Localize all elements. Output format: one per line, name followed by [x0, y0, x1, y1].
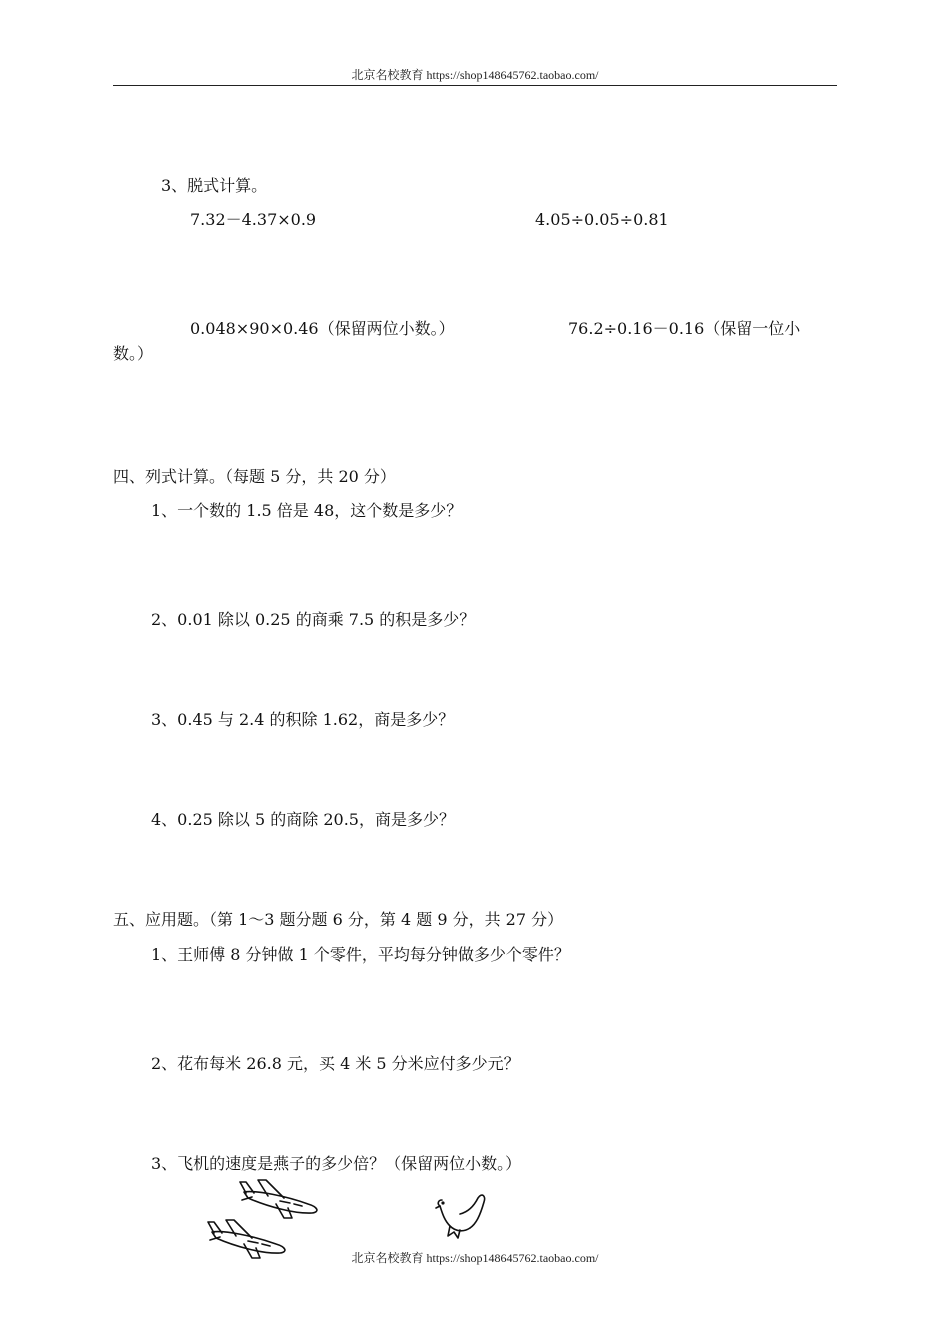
section4-question-2: 2、0.01 除以 0.25 的商乘 7.5 的积是多少？: [151, 610, 476, 629]
airplane-icon: [236, 1176, 322, 1220]
section5-question-2: 2、花布每米 26.8 元，买 4 米 5 分米应付多少元？: [151, 1054, 520, 1073]
page-header: 北京名校教育 https://shop148645762.taobao.com/: [351, 68, 599, 82]
section5-question-1: 1、王师傅 8 分钟做 1 个零件，平均每分钟做多少个零件？: [151, 945, 570, 964]
section4-question-1: 1、一个数的 1.5 倍是 48，这个数是多少？: [151, 501, 463, 520]
section3-title: 3、脱式计算。: [161, 176, 268, 195]
section4-title: 四、列式计算。（每题 5 分，共 20 分）: [113, 467, 396, 486]
header-rule: [113, 85, 837, 86]
expression-4-line2: 数。）: [113, 344, 154, 363]
expression-2: 4.05÷0.05÷0.81: [535, 210, 669, 229]
section4-question-3: 3、0.45 与 2.4 的积除 1.62，商是多少？: [151, 710, 455, 729]
section4-question-4: 4、0.25 除以 5 的商除 20.5，商是多少？: [151, 810, 455, 829]
page-footer: 北京名校教育 https://shop148645762.taobao.com/: [351, 1251, 599, 1265]
swallow-icon: [434, 1188, 492, 1244]
expression-3: 0.048×90×0.46（保留两位小数。）: [190, 319, 455, 338]
section5-question-3: 3、飞机的速度是燕子的多少倍？（保留两位小数。）: [151, 1154, 522, 1173]
section5-title: 五、应用题。（第 1～3 题分题 6 分，第 4 题 9 分，共 27 分）: [113, 910, 564, 929]
expression-1: 7.32－4.37×0.9: [190, 210, 317, 229]
expression-4-line1: 76.2÷0.16－0.16（保留一位小: [568, 319, 801, 338]
